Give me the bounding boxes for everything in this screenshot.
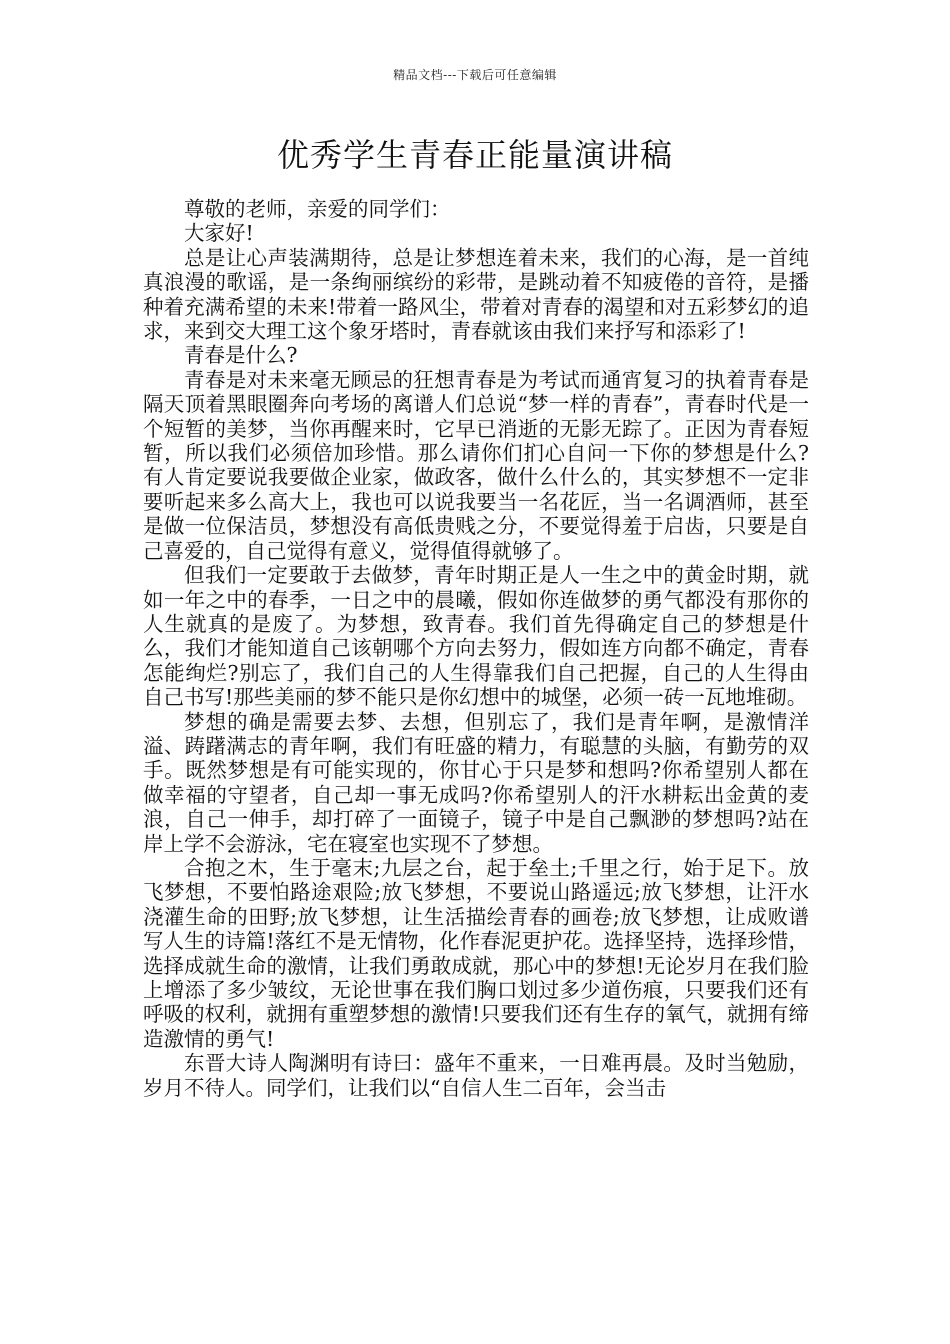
page-title: 优秀学生青春正能量演讲稿 [276, 136, 673, 174]
header-note: 精品文档---下载后可任意编辑 [393, 68, 557, 82]
paragraph: 东晋大诗人陶渊明有诗曰：盛年不重来，一日难再晨。及时当勉励，岁月不待人。同学们，让我们以“自信人生二百年，会当击 [143, 1051, 809, 1100]
paragraph: 青春是对未来毫无顾忌的狂想青春是为考试而通宵复习的执着青春是隔天顶着黑眼圈奔向考场的离谱人们总说“梦一样的青春”，青春时代是一个短暂的美梦，当你再醒来时，它早已消逝的无影无踪了。正因为青春短暂，所以我们必须倍加珍惜。那么请你们扪心自问一下你的梦想是什么?有人肯定要说我要做企业家，做政客，做什么什么的，其实梦想不一定非要听起来多么高大上，我也可以说我要当一名花匠，当一名调酒师，甚至是做一位保洁员，梦想没有高低贵贱之分，不要觉得羞于启齿，只要是自己喜爱的，自己觉得有意义，觉得值得就够了。 [143, 367, 809, 563]
paragraph: 但我们一定要敢于去做梦，青年时期正是人一生之中的黄金时期，就如一年之中的春季，一日之中的晨曦，假如你连做梦的勇气都没有那你的人生就真的是废了。为梦想，致青春。我们首先得确定自己的梦想是什么，我们才能知道自己该朝哪个方向去努力，假如连方向都不确定，青春怎能绚烂?别忘了，我们自己的人生得靠我们自己把握，自己的人生得由自己书写!那些美丽的梦不能只是你幻想中的城堡，必须一砖一瓦地堆砌。 [143, 563, 809, 710]
body-text [143, 197, 809, 1100]
paragraph: 青春是什么? [184, 343, 298, 368]
paragraph-salutation: 尊敬的老师，亲爱的同学们： [184, 197, 451, 221]
paragraph: 梦想的确是需要去梦、去想，但别忘了，我们是青年啊，是激情洋溢、踌躇满志的青年啊，我们有旺盛的精力，有聪慧的头脑，有勤劳的双手。既然梦想是有可能实现的，你甘心于只是梦和想吗?你希望别人都在做幸福的守望者，自己却一事无成吗?你希望别人的汗水耕耘出金黄的麦浪，自己一伸手，却打碎了一面镜子，镜子中是自己飘渺的梦想吗?站在岸上学不会游泳，宅在寝室也实现不了梦想。 [143, 709, 809, 856]
paragraph: 合抱之木，生于毫末;九层之台，起于垒土;千里之行，始于足下。放飞梦想，不要怕路途艰险;放飞梦想，不要说山路遥远;放飞梦想，让汗水浇灌生命的田野;放飞梦想，让生活描绘青春的画卷;放飞梦想，让成败谱写人生的诗篇!落红不是无情物，化作春泥更护花。选择坚持，选择珍惜，选择成就生命的激情，让我们勇敢成就，那心中的梦想!无论岁月在我们脸上增添了多少皱纹，无论世事在我们胸口划过多少道伤痕，只要我们还有呼吸的权利，就拥有重塑梦想的激情!只要我们还有生存的氧气，就拥有缔造激情的勇气! [143, 855, 809, 1051]
paragraph-greeting: 大家好! [184, 221, 254, 246]
paragraph: 总是让心声装满期待，总是让梦想连着未来，我们的心海，是一首纯真浪漫的歌谣，是一条绚丽缤纷的彩带，是跳动着不知疲倦的音符，是播种着充满希望的未来!带着一路风尘，带着对青春的渴望和对五彩梦幻的追求，来到交大理工这个象牙塔时，青春就该由我们来抒写和添彩了! [143, 245, 809, 344]
